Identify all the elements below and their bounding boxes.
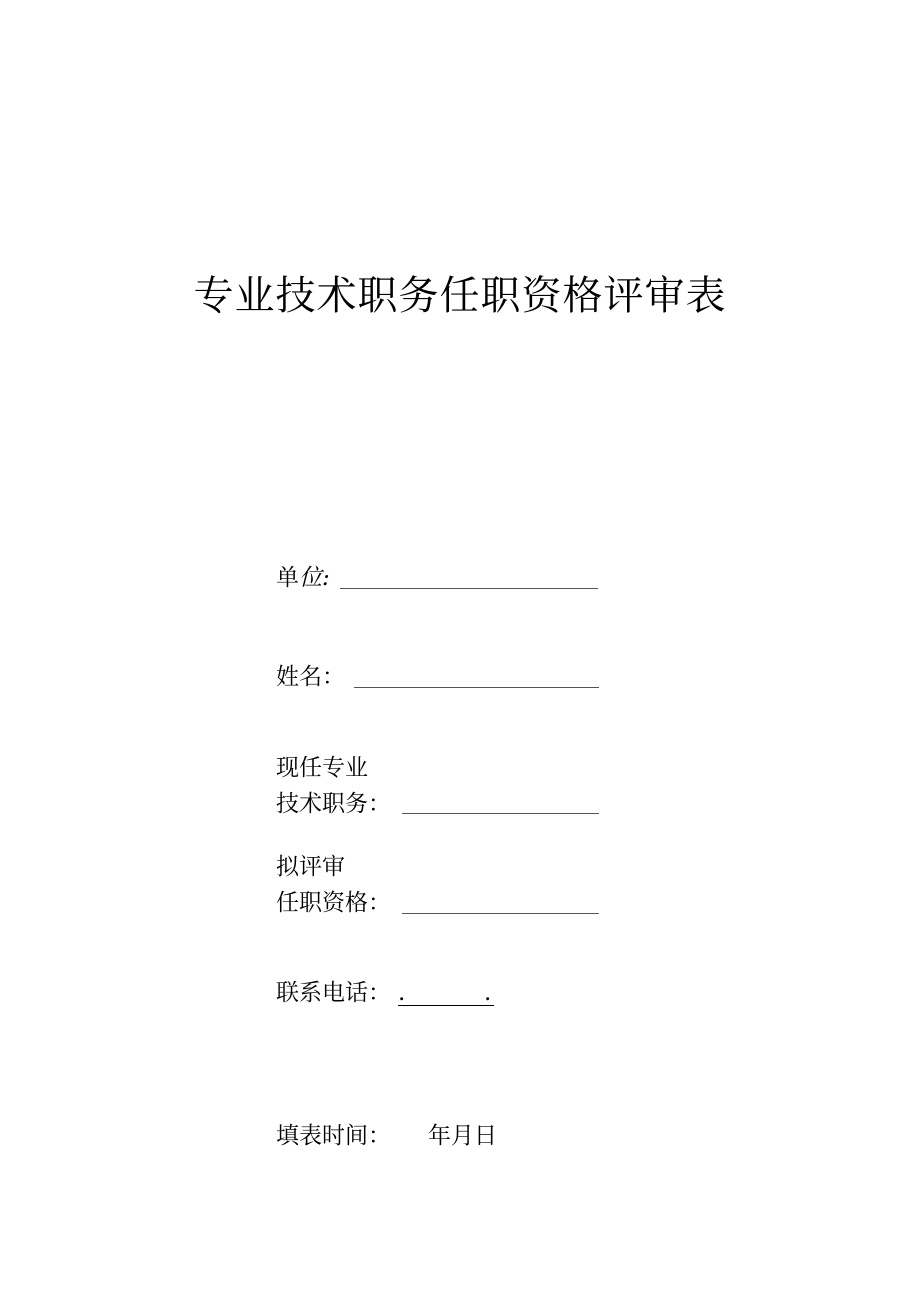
current-position-label-line1: 现任专业 bbox=[276, 755, 368, 781]
unit-label-main: 单 bbox=[276, 565, 299, 591]
proposed-qualification-label-line1: 拟评审 bbox=[276, 854, 345, 880]
page-title: 专业技术职务任职资格评审表 bbox=[193, 273, 727, 319]
phone-dot-right: . bbox=[484, 980, 492, 1006]
proposed-qualification-label-line2: 任职资格： bbox=[276, 890, 391, 916]
unit-label bbox=[276, 563, 330, 593]
current-position-input-line[interactable] bbox=[402, 813, 599, 814]
phone-label: 联系电话： bbox=[276, 980, 391, 1006]
phone-underline bbox=[398, 1005, 494, 1006]
fill-date-label: 填表时间： bbox=[276, 1123, 391, 1149]
name-input-line[interactable] bbox=[354, 687, 599, 688]
current-position-label-line2: 技术职务： bbox=[276, 791, 391, 817]
unit-input-line[interactable] bbox=[340, 588, 598, 589]
name-label: 姓名： bbox=[276, 664, 345, 690]
proposed-qualification-input-line[interactable] bbox=[402, 913, 599, 914]
phone-dot-left: . bbox=[398, 980, 406, 1006]
unit-label-italic: 位: bbox=[299, 565, 330, 591]
fill-date-value[interactable]: 年月日 bbox=[428, 1123, 497, 1149]
